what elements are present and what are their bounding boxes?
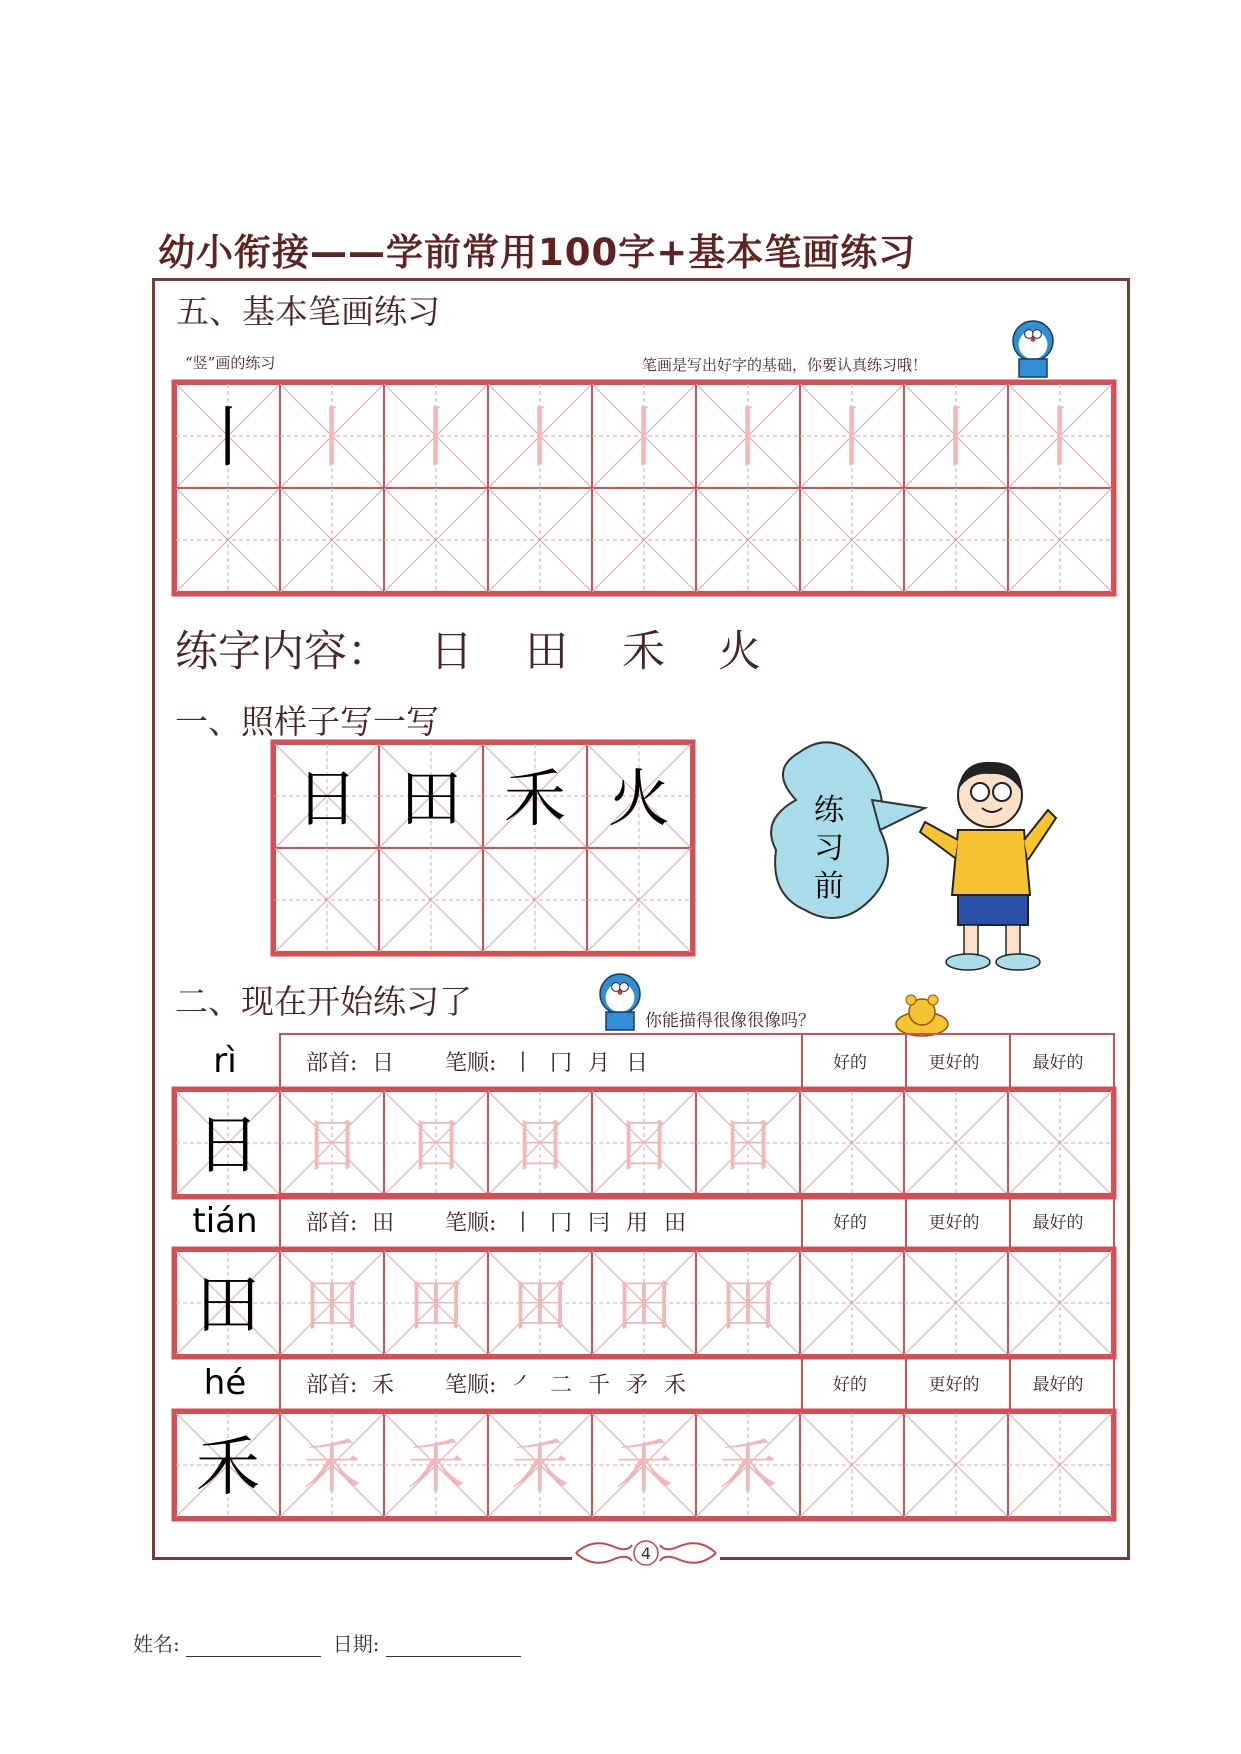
trace-character: 田 — [302, 1271, 362, 1339]
trace-character: 禾 — [614, 1433, 674, 1501]
stroke-practice-cell[interactable] — [800, 488, 904, 592]
stroke-trace: 丨 — [715, 399, 781, 476]
section-five-heading: 五、基本笔画练习 — [176, 292, 440, 331]
section-one-heading: 一、照样子写一写 — [175, 702, 439, 741]
boy-illustration — [920, 762, 1056, 970]
stroke-trace: 丨 — [1027, 399, 1093, 476]
model-character: 日 — [295, 762, 359, 835]
stroke-order-label: 笔顺: — [445, 1373, 497, 1398]
stroke-order-step: 二 — [550, 1373, 573, 1398]
stroke-trace: 丨 — [507, 399, 573, 476]
radical-value: 日 — [372, 1051, 395, 1076]
stroke-practice-cell[interactable] — [696, 488, 800, 592]
encouragement-caption: 笔画是写出好字的基础，你要认真练习哦！ — [642, 356, 928, 374]
section-two-heading: 二、现在开始练习了 — [175, 982, 472, 1021]
stroke-practice-cell[interactable] — [280, 488, 384, 592]
stroke-model: 丨 — [195, 399, 261, 476]
robot-mascot-middle — [600, 974, 640, 1030]
practice-char-2: 田 — [525, 627, 568, 677]
stroke-order-label: 笔顺: — [445, 1051, 497, 1076]
date-blank[interactable] — [386, 1634, 521, 1657]
stroke-order-step: 矛 — [626, 1373, 649, 1398]
stroke-order-step: 田 — [664, 1211, 687, 1236]
stroke-practice-cell[interactable] — [904, 488, 1008, 592]
model-character: 禾 — [196, 1431, 260, 1505]
stroke-trace: 丨 — [819, 399, 885, 476]
stroke-order-step: 禾 — [664, 1373, 687, 1398]
radical-label: 部首: — [306, 1373, 358, 1398]
stroke-order-step: 冃 — [588, 1211, 611, 1236]
stroke-trace: 丨 — [403, 399, 469, 476]
trace-character: 禾 — [406, 1433, 466, 1501]
tracing-cell[interactable] — [1008, 1251, 1112, 1355]
stroke-order-step: 冂 — [550, 1211, 573, 1236]
tracing-cell[interactable] — [800, 1251, 904, 1355]
stroke-trace: 丨 — [299, 399, 365, 476]
stroke-order-step: 冂 — [550, 1051, 573, 1076]
stroke-order-label: 笔顺: — [445, 1211, 497, 1236]
stroke-order-step: 丨 — [512, 1211, 535, 1236]
date-label: 日期: — [332, 1632, 380, 1656]
copy-practice-cell[interactable] — [379, 848, 483, 952]
rank-label: 最好的 — [1032, 1375, 1084, 1395]
practice-char-4: 火 — [718, 627, 761, 677]
practice-char-1: 日 — [430, 627, 473, 677]
stroke-caption: “竖”画的练习 — [185, 354, 276, 372]
page-title: 幼小衔接——学前常用100字+基本笔画练习 — [158, 231, 917, 274]
rank-label: 好的 — [833, 1053, 867, 1073]
tracing-cell[interactable] — [904, 1413, 1008, 1517]
tracing-cell[interactable] — [904, 1091, 1008, 1195]
trace-character: 禾 — [718, 1433, 778, 1501]
name-blank[interactable] — [186, 1634, 321, 1657]
stroke-practice-cell[interactable] — [592, 488, 696, 592]
trace-character: 田 — [406, 1271, 466, 1339]
stroke-practice-cell[interactable] — [176, 488, 280, 592]
copy-practice-cell[interactable] — [483, 848, 587, 952]
stroke-practice-cell[interactable] — [1008, 488, 1112, 592]
model-character: 田 — [399, 762, 463, 835]
trace-character: 日 — [302, 1111, 362, 1179]
page-number-ornament — [572, 1536, 720, 1570]
rank-label: 好的 — [833, 1213, 867, 1233]
speech-bubble-tail — [872, 800, 925, 830]
rank-label: 好的 — [833, 1375, 867, 1395]
page-number: 4 — [640, 1544, 652, 1563]
pinyin-label: hé — [203, 1363, 247, 1403]
rank-label: 最好的 — [1032, 1213, 1084, 1233]
rank-label: 更好的 — [928, 1213, 980, 1233]
character-info-box — [280, 1034, 802, 1090]
character-info-box — [280, 1356, 802, 1412]
rank-label: 更好的 — [928, 1053, 980, 1073]
trace-character: 日 — [406, 1111, 466, 1179]
radical-label: 部首: — [306, 1051, 358, 1076]
radical-value: 田 — [372, 1211, 395, 1236]
trace-character: 禾 — [510, 1433, 570, 1501]
stroke-order-step: ㇒ — [512, 1373, 535, 1398]
tracing-cell[interactable] — [1008, 1413, 1112, 1517]
tracing-cell[interactable] — [1008, 1091, 1112, 1195]
stroke-order-step: 日 — [626, 1051, 649, 1076]
stroke-trace: 丨 — [611, 399, 677, 476]
trace-character: 禾 — [302, 1433, 362, 1501]
robot-mascot-top — [1013, 321, 1053, 377]
bubble-character: 前 — [814, 869, 844, 904]
bear-mascot — [896, 995, 948, 1036]
stroke-order-step: 千 — [588, 1373, 611, 1398]
bubble-character: 练 — [814, 793, 844, 828]
rank-label: 更好的 — [928, 1375, 980, 1395]
trace-character: 日 — [614, 1111, 674, 1179]
stroke-practice-cell[interactable] — [384, 488, 488, 592]
rank-label: 最好的 — [1032, 1053, 1084, 1073]
bubble-character: 习 — [814, 831, 844, 866]
trace-character: 田 — [510, 1271, 570, 1339]
model-character: 日 — [196, 1109, 260, 1183]
trace-character: 日 — [718, 1111, 778, 1179]
pinyin-label: rì — [213, 1041, 237, 1081]
tracing-cell[interactable] — [904, 1251, 1008, 1355]
radical-label: 部首: — [306, 1211, 358, 1236]
tracing-cell[interactable] — [800, 1413, 904, 1517]
pinyin-label: tián — [192, 1201, 258, 1241]
practice-content-label: 练字内容： — [175, 627, 390, 677]
stroke-order-step: 丨 — [512, 1051, 535, 1076]
stroke-order-step: 用 — [626, 1211, 649, 1236]
trace-character: 田 — [614, 1271, 674, 1339]
stroke-practice-cell[interactable] — [488, 488, 592, 592]
model-character: 田 — [196, 1269, 260, 1343]
copy-practice-cell[interactable] — [275, 848, 379, 952]
character-info-box — [280, 1194, 802, 1250]
name-label: 姓名: — [133, 1632, 180, 1656]
trace-character: 田 — [718, 1271, 778, 1339]
stroke-trace: 丨 — [923, 399, 989, 476]
tracing-cell[interactable] — [800, 1091, 904, 1195]
tracing-tip: 你能描得很像很像吗？ — [645, 1011, 815, 1031]
footer — [133, 1628, 533, 1657]
stroke-order-step: 月 — [588, 1051, 611, 1076]
trace-character: 日 — [510, 1111, 570, 1179]
practice-char-3: 禾 — [622, 627, 665, 677]
copy-practice-cell[interactable] — [587, 848, 691, 952]
model-character: 火 — [607, 762, 671, 835]
radical-value: 禾 — [372, 1373, 395, 1398]
model-character: 禾 — [503, 762, 567, 835]
